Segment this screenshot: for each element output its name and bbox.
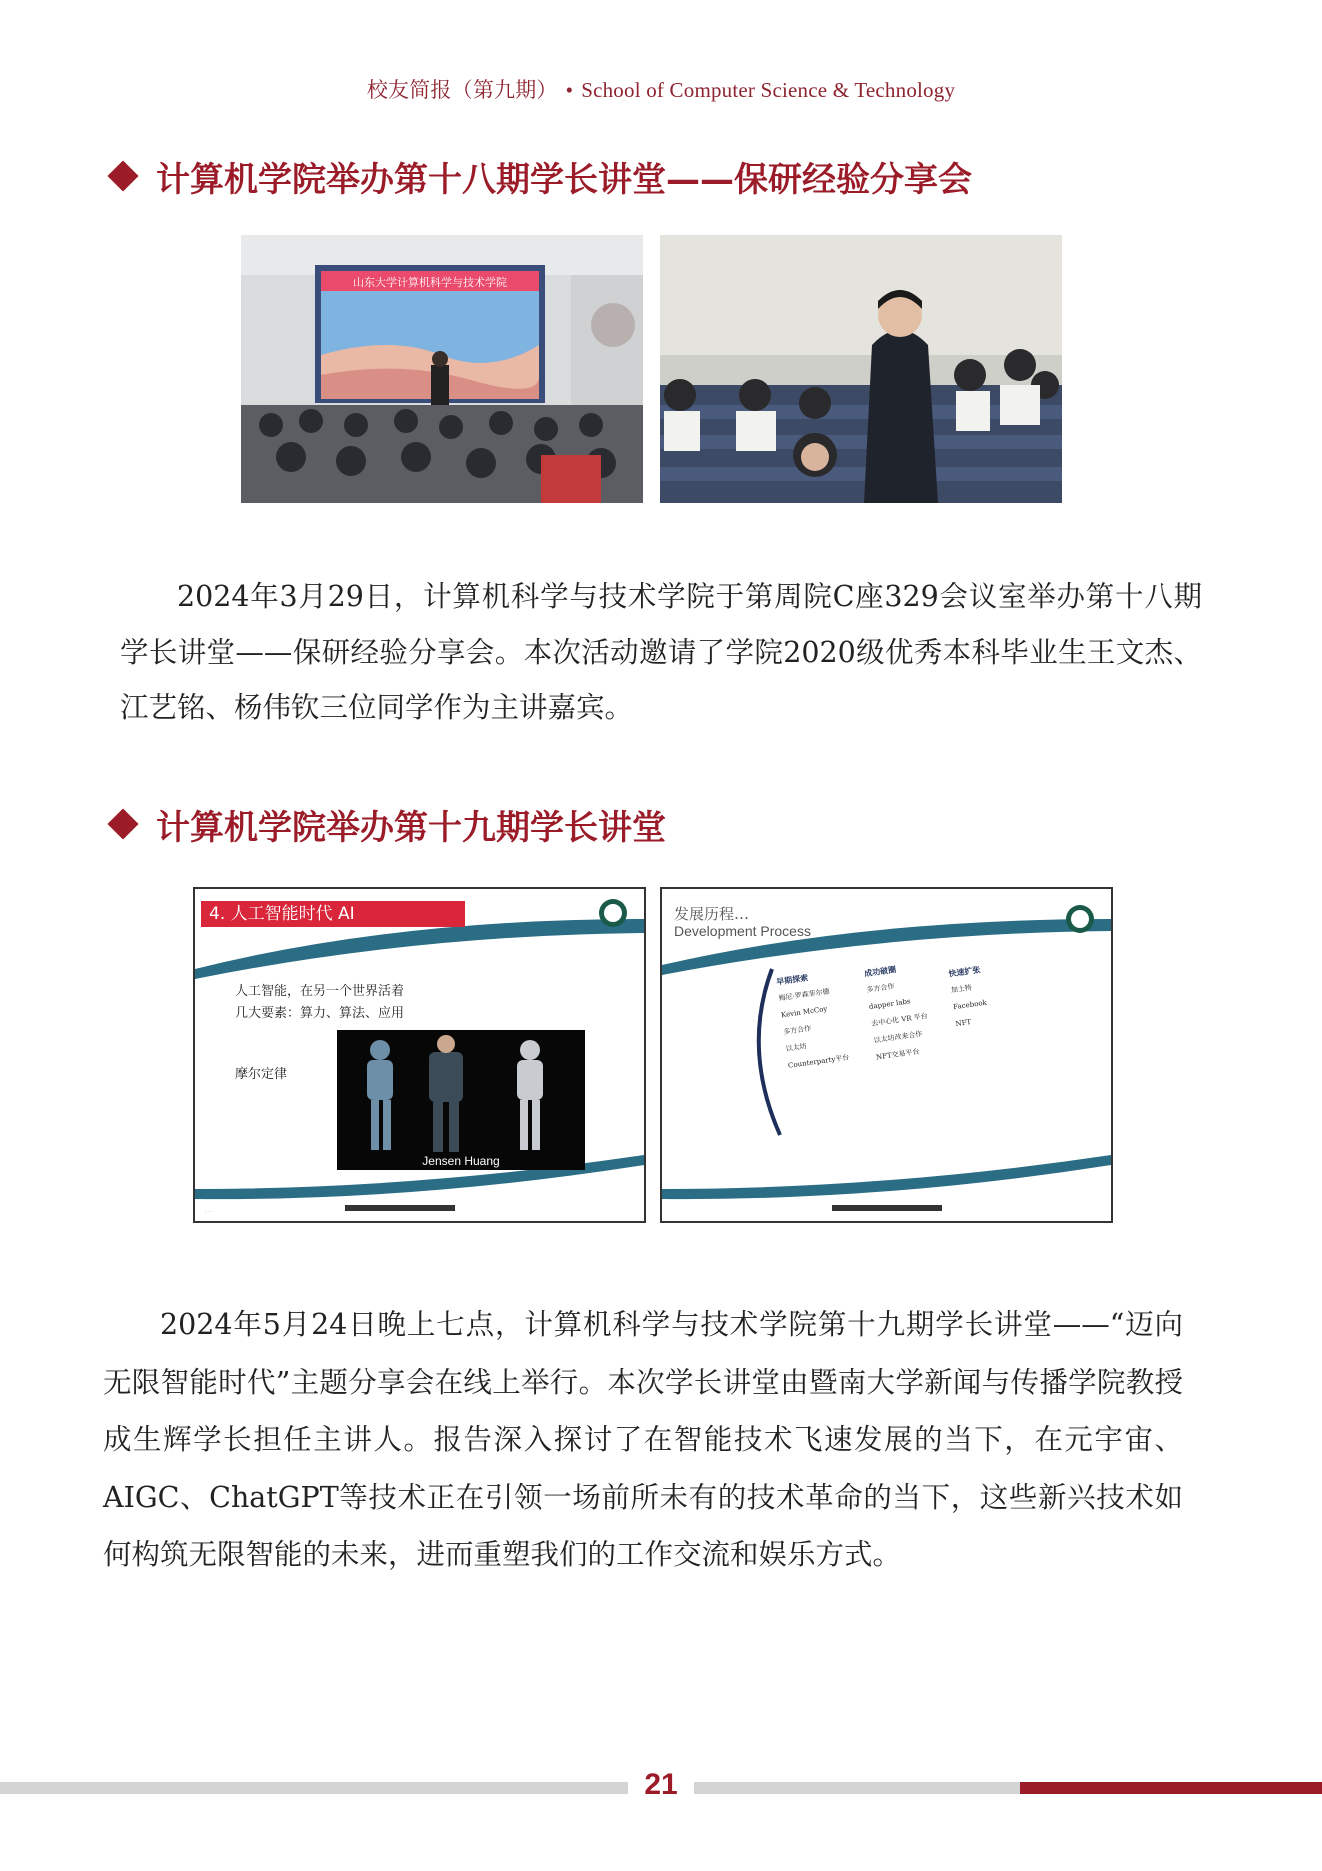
section-title-1-text: 计算机学院举办第十八期学长讲堂——保研经验分享会 <box>156 159 972 200</box>
timeline-item: 以太坊改来合作 <box>873 1029 923 1045</box>
running-header <box>0 74 1322 104</box>
header-en: School of Computer Science & Technology <box>581 78 956 102</box>
lecture-hall-photo <box>241 235 643 503</box>
slide-ai-era <box>193 887 646 1223</box>
timeline-item: 加士特 <box>950 983 973 995</box>
section-title-1 <box>106 146 972 206</box>
timeline-column-2-head: 成功破圈 <box>863 963 897 979</box>
header-zh: 校友简报（第九期） <box>366 78 558 102</box>
timeline-item: Facebook <box>952 998 988 1012</box>
timeline-item: Kevin McCoy <box>780 1004 828 1020</box>
timeline-item: dapper labs <box>868 997 912 1011</box>
slide-ai-heading: 4. 人工智能时代 AI <box>201 901 465 927</box>
timeline-column-1-head: 早期探索 <box>775 972 809 987</box>
timeline-item: 以太坊 <box>785 1042 808 1054</box>
diamond-bullet-icon <box>107 808 138 839</box>
section-title-2 <box>106 794 666 854</box>
timeline-item: 多方合作 <box>866 982 895 995</box>
jensen-huang-image <box>337 1030 585 1170</box>
screen-banner-text: 山东大学计算机科学与技术学院 <box>353 276 507 289</box>
timeline-item: 多方合作 <box>782 1024 812 1037</box>
page-number: 21 <box>644 1768 678 1801</box>
slide-development-process <box>660 887 1113 1223</box>
timeline-item: Counterparty平台 <box>787 1053 850 1070</box>
section-title-2-text: 计算机学院举办第十九期学长讲堂 <box>156 807 666 848</box>
timeline-item: 梅尼·罗森菲尔德 <box>778 987 830 1003</box>
timeline-item: NFT交易平台 <box>875 1047 920 1062</box>
slide-ai-line-1: 人工智能，在另一个世界活着 <box>235 984 405 999</box>
timeline-item: 去中心化 VR 平台 <box>870 1012 929 1028</box>
jensen-huang-caption: Jensen Huang <box>422 1154 500 1168</box>
slide-dev-heading-zh: 发展历程… <box>674 905 750 923</box>
slide-dev-heading-en: Development Process <box>674 923 811 939</box>
diamond-bullet-icon <box>107 160 138 191</box>
slide-ai-line-2: 几大要素：算力、算法、应用 <box>235 1006 405 1021</box>
section-2-paragraph: 2024年5月24日晚上七点，计算机科学与技术学院第十九期学长讲堂——“迈向无限智能时代”主题分享会在线上举行。本次学长讲堂由暨南大学新闻与传播学院教授成生辉学长担任主讲人。报告深入探讨了在智能技术飞速发展的当下，在元宇宙、AIGC、ChatGPT等技术正在引领一场前所未有的技术革命的当下，这些新兴技术如何构筑无限智能的未来，进而重塑我们的工作交流和娱乐方式。 <box>103 1308 1183 1571</box>
section-1-paragraph: 2024年3月29日，计算机科学与技术学院于第周院C座329会议室举办第十八期学长讲堂——保研经验分享会。本次活动邀请了学院2020级优秀本科毕业生王文杰、江艺铭、杨伟钦三位同学作为主讲嘉宾。 <box>120 580 1202 724</box>
student-speaking-photo <box>660 235 1062 503</box>
svg-text:· · ·: · · · <box>205 1209 213 1215</box>
timeline-column-3-head: 快速扩张 <box>947 964 981 979</box>
slide-ai-label: 摩尔定律 <box>235 1067 288 1082</box>
timeline-item: NFT <box>955 1017 972 1029</box>
header-separator: • <box>565 78 574 102</box>
